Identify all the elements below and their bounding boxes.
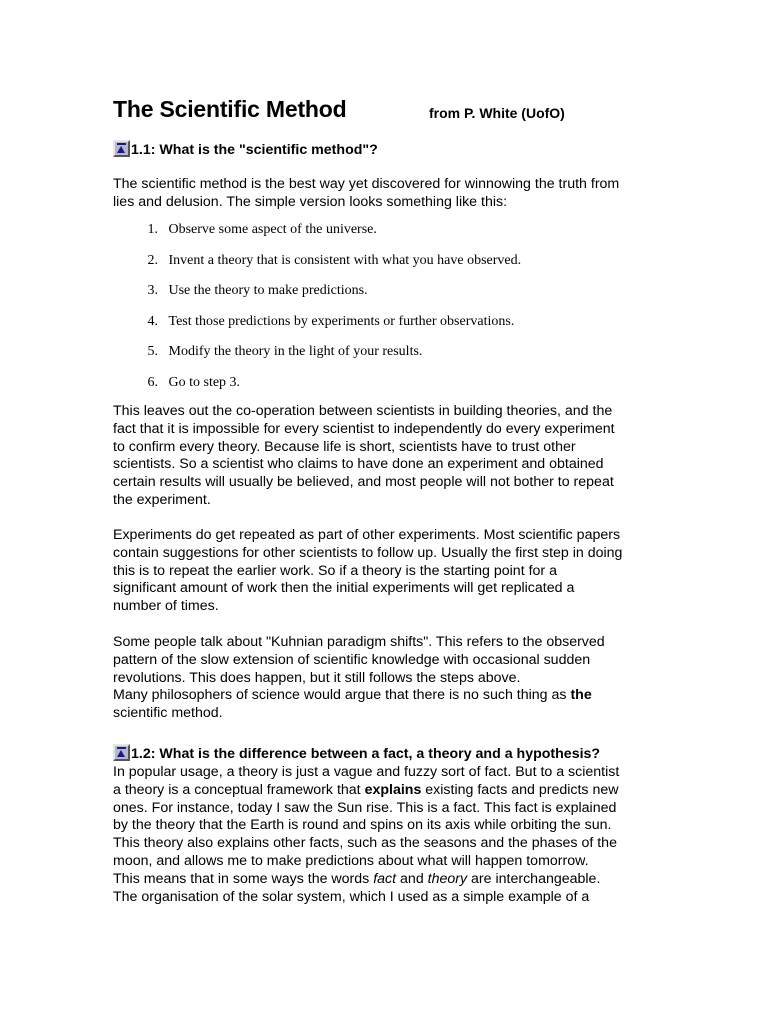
top-of-page-arrow-icon[interactable]: [113, 140, 130, 157]
replication-paragraph: [113, 527, 653, 616]
text-line: lies and delusion. The simple version looks something like this:: [113, 193, 508, 210]
step-number: 5.: [147, 344, 158, 359]
text-line: This leaves out the co-operation between scientists in building theories, and the: [113, 403, 613, 419]
text-line: contain suggestions for other scientists to follow up. Usually the first step in doing: [113, 544, 623, 561]
text-line: The scientific method is the best way yet discovered for winnowing the truth from: [113, 176, 620, 192]
step-text: Go to step 3.: [168, 374, 241, 390]
step-text: Use the theory to make predictions.: [168, 283, 368, 298]
text-line: scientific method.: [113, 705, 223, 722]
list-item: [113, 253, 521, 269]
text-run: Many philosophers of science would argue that there is no such thing as: [113, 687, 571, 704]
emphasis-text: the: [570, 687, 592, 704]
section-heading-text: 1.2: What is the difference between a fact, a theory and a hypothesis?: [131, 746, 601, 762]
author-byline: from P. White (UofO): [429, 105, 565, 121]
text-run: This means that in some ways the words: [113, 870, 374, 887]
text-line: Experiments do get repeated as part of other experiments. Most scientific papers: [113, 527, 621, 543]
text-line: by the theory that the Earth is round and spins on its axis while orbiting the sun.: [113, 817, 612, 834]
text-run: existing facts and predicts new: [421, 781, 619, 798]
text-line: certain results will usually be believed, and most people will not bother to repeat: [113, 474, 614, 491]
list-item: [113, 344, 422, 360]
step-text: Observe some aspect of the universe.: [168, 222, 377, 237]
section-heading-text: 1.1: What is the "scientific method"?: [131, 142, 378, 158]
text-line: moon, and allows me to make predictions about what will happen tomorrow.: [113, 852, 589, 869]
list-item: [113, 283, 368, 299]
step-text: Test those predictions by experiments or further observations.: [168, 313, 515, 329]
italic-text: theory: [427, 870, 468, 887]
list-item: [113, 222, 377, 238]
text-line: ones. For instance, today I saw the Sun rise. This is a fact. This fact is explained: [113, 799, 617, 816]
list-item: [113, 314, 514, 330]
text-line: to confirm every theory. Because life is short, scientists have to trust other: [113, 438, 576, 455]
page-title: The Scientific Method: [113, 96, 347, 122]
text-line: [113, 687, 653, 705]
cooperation-paragraph: [113, 403, 653, 510]
list-item: [113, 375, 240, 391]
text-line: The organisation of the solar system, which I used as a simple example of a: [113, 888, 590, 905]
text-line: [113, 871, 653, 889]
text-line: In popular usage, a theory is just a vague and fuzzy sort of fact. But to a scientist: [113, 764, 620, 780]
emphasis-text: explains: [364, 781, 422, 798]
section-heading-1-2: [113, 744, 600, 763]
text-line: revolutions. This does happen, but it still follows the steps above.: [113, 669, 521, 686]
step-text: Invent a theory that is consistent with what you have observed.: [168, 252, 522, 268]
fact-theory-paragraph: [113, 764, 653, 906]
text-line: pattern of the slow extension of scientific knowledge with occasional sudden: [113, 651, 591, 668]
text-run: and: [396, 870, 428, 887]
kuhn-paragraph: [113, 634, 653, 723]
step-text: Modify the theory in the light of your results.: [168, 344, 423, 359]
step-number: 2.: [147, 252, 158, 268]
section-heading-1-1: [113, 140, 378, 159]
text-line: fact that it is impossible for every scientist to independently do every experiment: [113, 420, 615, 437]
italic-text: fact: [373, 870, 397, 887]
text-line: scientists. So a scientist who claims to have done an experiment and obtained: [113, 456, 604, 473]
text-line: number of times.: [113, 598, 219, 615]
text-line: Some people talk about "Kuhnian paradigm shifts". This refers to the observed: [113, 634, 605, 650]
title-row: [113, 96, 673, 128]
text-line: [113, 782, 653, 800]
text-line: This theory also explains other facts, such as the seasons and the phases of the: [113, 835, 617, 852]
text-run: are interchangeable.: [467, 870, 601, 887]
step-number: 6.: [147, 374, 158, 390]
text-run: a theory is a conceptual framework that: [113, 781, 365, 798]
text-line: the experiment.: [113, 491, 211, 508]
intro-paragraph: [113, 176, 653, 212]
step-number: 3.: [147, 283, 158, 298]
text-line: this is to repeat the earlier work. So if a theory is the starting point for a: [113, 562, 557, 579]
top-of-page-arrow-icon[interactable]: [113, 744, 130, 761]
text-line: significant amount of work then the initial experiments will get replicated a: [113, 580, 575, 597]
step-number: 4.: [147, 313, 158, 329]
step-number: 1.: [147, 222, 158, 237]
